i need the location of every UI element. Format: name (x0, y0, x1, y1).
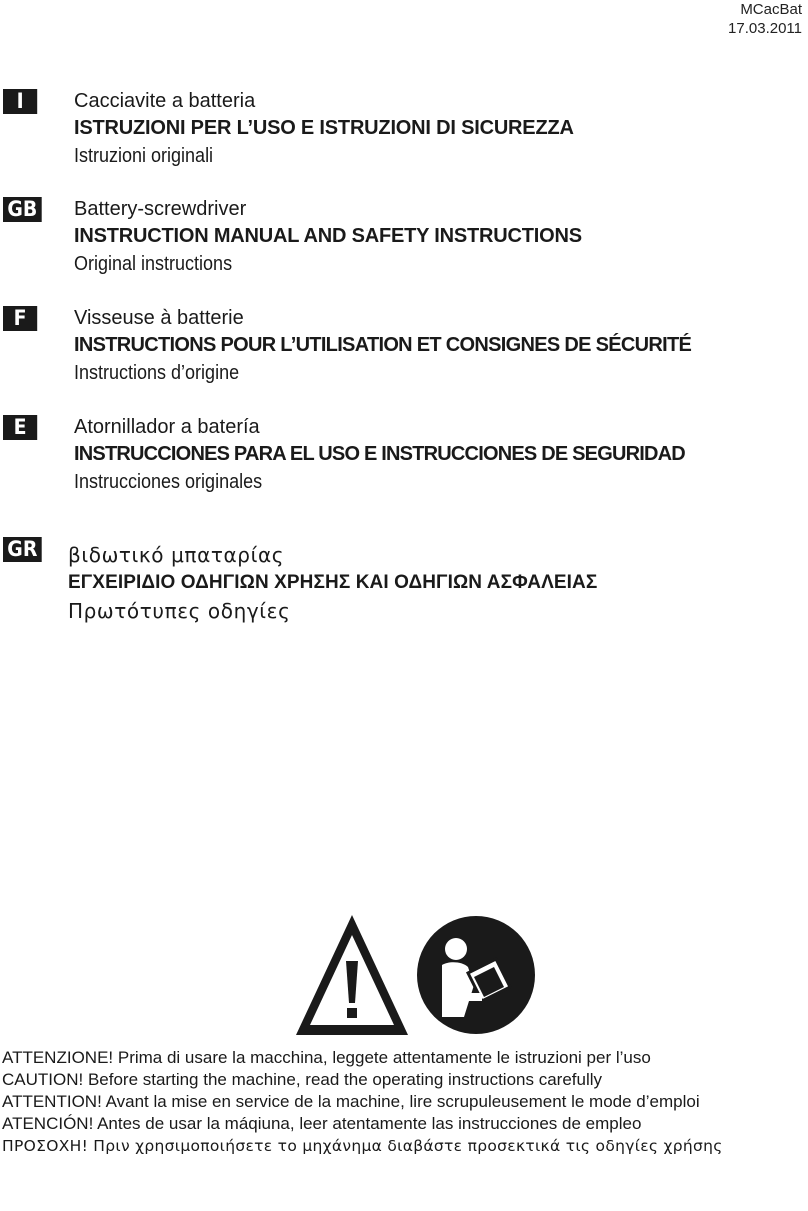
manual-heading: INSTRUCTION MANUAL AND SAFETY INSTRUCTIONS (74, 225, 582, 247)
product-name: Atornillador a batería (74, 416, 260, 438)
read-manual-icon (417, 916, 535, 1034)
language-badge-gb: GB (3, 197, 42, 222)
language-badge-e: E (3, 415, 37, 440)
language-badge-gr: GR (3, 537, 42, 562)
language-badge-f: F (3, 306, 37, 331)
warning-english: CAUTION! Before starting the machine, read the operating instructions carefully (2, 1070, 603, 1089)
warning-french: ATTENTION! Avant la mise en service de la machine, lire scrupuleusement le mode d’emploi (2, 1092, 700, 1111)
product-name: Battery-screwdriver (74, 198, 247, 220)
product-name: Cacciavite a batteria (74, 90, 256, 112)
manual-heading: INSTRUCTIONS POUR L’UTILISATION ET CONSIGNES DE SÉCURITÉ (74, 334, 692, 356)
product-name: Visseuse à batterie (74, 307, 244, 329)
document-code (728, 0, 802, 38)
warning-triangle-icon (296, 915, 408, 1035)
document-date: 17.03.2011 (728, 20, 802, 37)
manual-heading: ΕΓΧΕΙΡΙΔΙΟ ΟΔΗΓΙΩΝ ΧΡΗΣΗΣ ΚΑΙ ΟΔΗΓΙΩΝ ΑΣΦΑΛΕΙΑΣ (68, 572, 598, 593)
product-name: βιδωτικό μπαταρίας (68, 543, 285, 567)
warning-spanish: ATENCIÓN! Antes de usar la máqiuna, leer atentamente las instrucciones de empleo (2, 1114, 642, 1133)
document-code-id: MCacBat (740, 1, 802, 18)
safety-icons (296, 913, 536, 1037)
warning-greek: ΠΡΟΣΟΧΗ! Πριν χρησιμοποιήσετε το μηχάνημα διαβάστε προσεκτικά τις οδηγίες χρήσης (2, 1137, 723, 1155)
manual-subtitle: Πρωτότυπες οδηγίες (68, 599, 291, 623)
manual-subtitle: Original instructions (74, 253, 233, 275)
language-badge-i: I (3, 89, 37, 114)
manual-subtitle: Instructions d’origine (74, 362, 240, 384)
manual-subtitle: Istruzioni originali (74, 145, 214, 167)
safety-warnings (2, 1047, 723, 1157)
manual-heading: ISTRUZIONI PER L’USO E ISTRUZIONI DI SICUREZZA (74, 117, 574, 139)
warning-italian: ATTENZIONE! Prima di usare la macchina, leggete attentamente le istruzioni per l’uso (2, 1048, 651, 1067)
manual-heading: INSTRUCCIONES PARA EL USO E INSTRUCCIONES DE SEGURIDAD (74, 443, 685, 465)
manual-subtitle: Instrucciones originales (74, 471, 263, 493)
safety-icons-svg (296, 913, 536, 1037)
